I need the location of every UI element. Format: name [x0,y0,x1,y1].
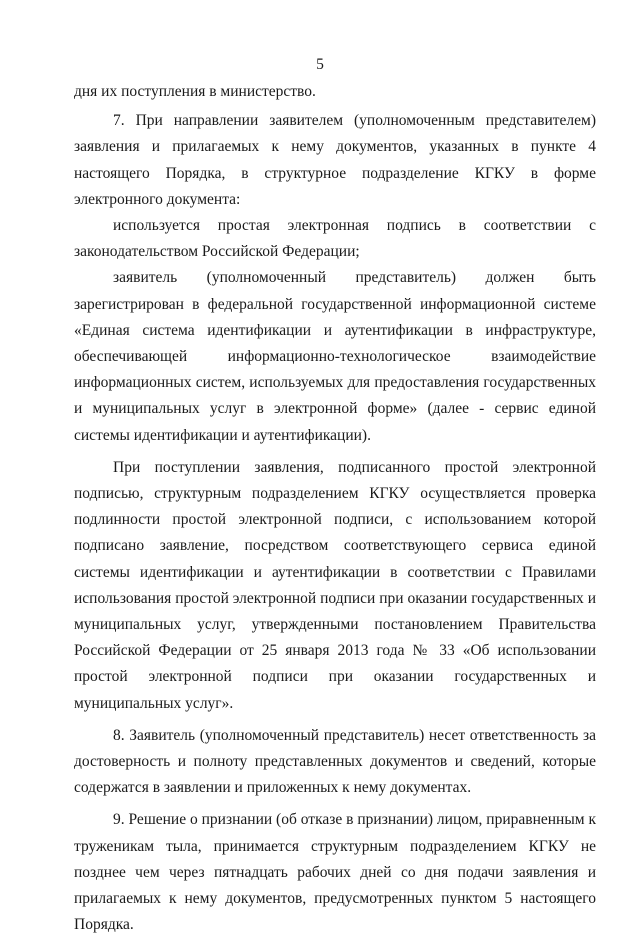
paragraph-point-8: 8. Заявитель (уполномоченный представитель) несет ответственность за достоверность и полноту представленных документов и сведений, которые содержатся в заявлении и приложенных к нему документах. [74,726,596,797]
paragraph-point-7: 7. При направлении заявителем (уполномоченным представителем) заявления и прилагаемых к нему документов, указанных в пункте 4 настоящего Порядка, в структурное подразделение КГКУ в форме электронного документа: [74,112,596,208]
paragraph-continuation: дня их поступления в министерство. [74,83,316,100]
document-body [74,79,596,939]
paragraph-point-7-signature: используется простая электронная подпись в соответствии с законодательством Российской Федерации; [74,217,596,261]
paragraph-point-9: 9. Решение о признании (об отказе в признании) лицом, приравненным к труженикам тыла, принимается структурным подразделением КГКУ не позднее чем через пятнадцать рабочих дней со дня подачи заявления и прилагаемых к нему документов, предусмотренных пунктом 5 настоящего Порядка. [74,811,596,934]
page-number: 5 [316,56,324,73]
paragraph-point-7-registration: заявитель (уполномоченный представитель) должен быть зарегистрирован в федеральной государственной информационной системе «Единая система идентификации и аутентификации в инфраструктуре, обеспечивающей информационно-технологическое взаимодействие информационных систем, используемых для предоставления государственных и муниципальных услуг в электронной форме» (далее - сервис единой системы идентификации и аутентификации). [74,269,596,444]
paragraph-point-7-verification: При поступлении заявления, подписанного простой электронной подписью, структурным подразделением КГКУ осуществляется проверка подлинности простой электронной подписи, с использованием которой подписано заявление, посредством соответствующего сервиса единой системы идентификации и аутентификации в соответствии с Правилами использования простой электронной подписи при оказании государственных и муниципальных услуг, утвержденными постановлением Правительства Российской Федерации от 25 января 2013 года № 33 «Об использовании простой электронной подписи при оказании государственных и муниципальных услуг». [74,458,596,712]
